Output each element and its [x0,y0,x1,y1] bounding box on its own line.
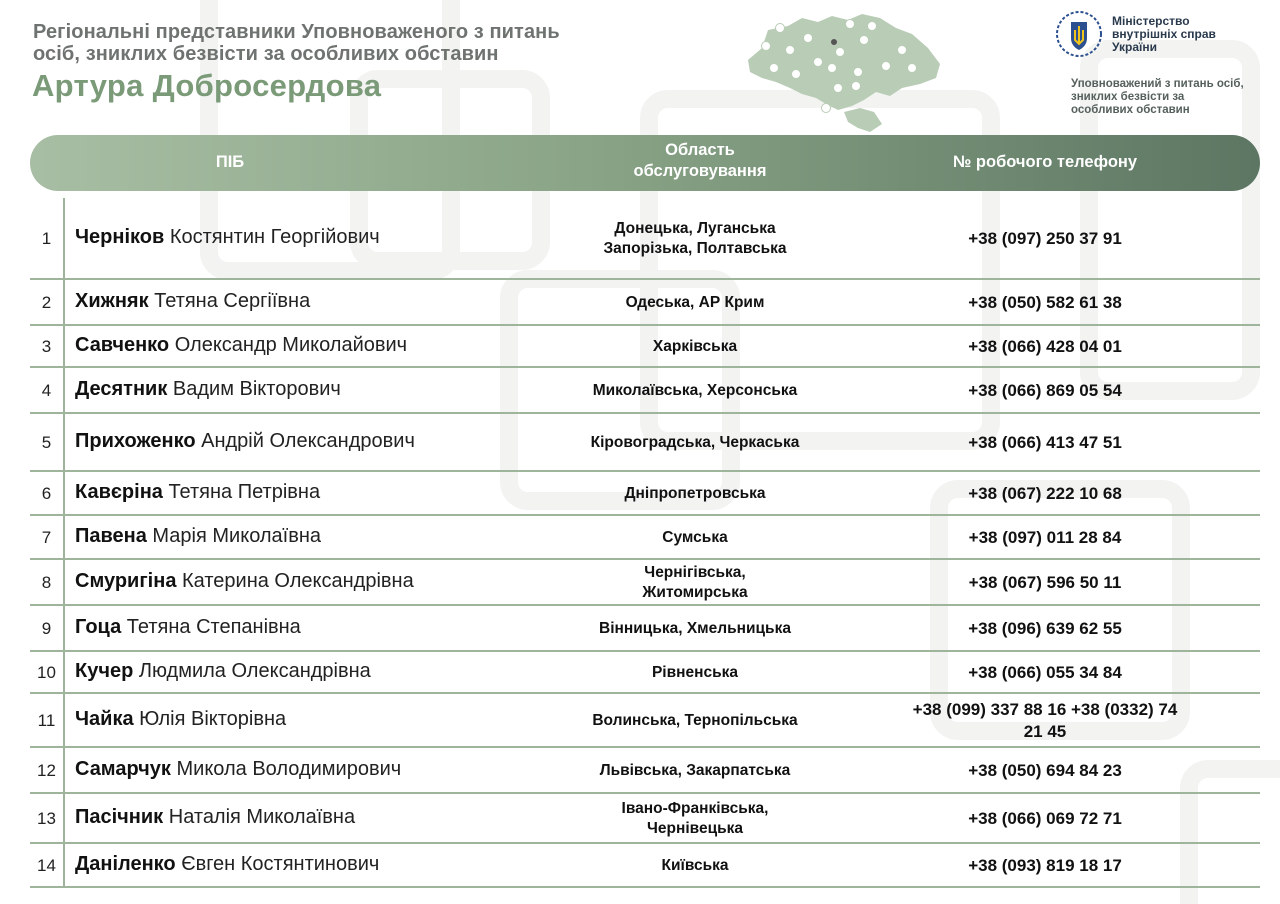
service-region: Вінницька, Хмельницька [599,620,791,637]
person-name [75,334,407,357]
table-row [30,652,1260,694]
column-divider [63,844,65,888]
person-given-names: Катерина Олександрівна [182,570,414,592]
service-region: Дніпропетровська [624,485,766,502]
table-row [30,606,1260,652]
row-number: 9 [41,619,52,638]
row-number: 12 [37,761,56,780]
column-divider [63,280,65,326]
table-row [30,694,1260,748]
person-surname: Даніленко [75,853,176,875]
phone-number[interactable]: +38 (050) 694 84 23 [968,761,1122,780]
phone-number[interactable]: +38 (067) 222 10 68 [968,484,1122,503]
person-name [75,806,355,829]
person-name [75,758,401,781]
person-surname: Самарчук [75,758,171,780]
person-surname: Кучер [75,660,134,682]
column-divider [63,472,65,516]
service-region: Сумська [662,529,728,546]
person-given-names: Євген Костянтинович [181,853,380,875]
person-name [75,226,380,249]
phone-number[interactable]: +38 (066) 055 34 84 [968,663,1122,682]
table-row [30,844,1260,888]
row-number: 13 [37,809,56,828]
phone-number[interactable]: +38 (067) 596 50 11 [968,573,1122,592]
table-row [30,560,1260,606]
phone-number[interactable]: +38 (066) 428 04 01 [968,337,1122,356]
row-number: 10 [37,663,56,682]
person-given-names: Людмила Олександрівна [138,660,371,682]
person-surname: Смуригіна [75,570,177,592]
table-row [30,414,1260,472]
phone-number[interactable]: +38 (097) 011 28 84 [968,528,1122,547]
person-given-names: Костянтин Георгійович [169,226,380,248]
service-region: Харківська [652,338,738,355]
row-number: 7 [41,528,52,547]
row-number: 3 [41,337,52,356]
ministry-name: Міністерство внутрішніх справ України [1112,14,1216,54]
phone-number[interactable]: +38 (097) 250 37 91 [968,229,1122,248]
column-divider [63,368,65,414]
person-given-names: Вадим Вікторович [172,378,341,400]
column-divider [63,326,65,368]
table-header [30,135,1260,191]
person-name [75,378,341,401]
service-region: Миколаївська, Херсонська [592,382,798,399]
person-given-names: Тетяна Сергіївна [154,290,311,312]
table-row [30,516,1260,560]
phone-number[interactable]: +38 (096) 639 62 55 [968,619,1122,638]
person-name [75,853,379,876]
person-name [75,290,310,313]
service-region: Кіровоградська, Черкаська [590,434,800,451]
person-given-names: Юлія Вікторівна [139,708,287,730]
service-region: Донецька, Луганська Запорізька, Полтавська [603,220,787,257]
row-number: 1 [41,229,52,248]
service-region: Чернігівська, Житомирська [642,564,748,601]
person-surname: Прихоженко [75,430,196,452]
table-row [30,280,1260,326]
person-name [75,430,415,453]
column-header-region: Область обслуговування [633,141,767,180]
column-divider [63,794,65,844]
column-divider [63,516,65,560]
title-line-2: осіб, зниклих безвісти за особливих обставин [33,43,499,65]
column-divider [63,652,65,694]
person-given-names: Тетяна Петрівна [168,481,321,503]
row-number: 5 [41,433,52,452]
row-number: 2 [41,293,52,312]
person-surname: Павена [75,525,147,547]
table-row [30,748,1260,794]
row-number: 6 [41,484,52,503]
person-name [75,708,286,731]
row-number: 14 [37,856,56,875]
column-divider [63,560,65,606]
person-given-names: Олександр Миколайович [174,334,408,356]
person-name [75,616,301,639]
ministry-subtitle: Уповноважений з питань осіб, зниклих безвісти за особливих обставин [1071,78,1244,116]
column-divider [63,748,65,794]
ministry-emblem-icon [1055,10,1103,58]
service-region: Львівська, Закарпатська [599,762,791,779]
person-given-names: Микола Володимирович [176,758,402,780]
phone-number[interactable]: +38 (093) 819 18 17 [968,856,1122,875]
column-header-pib: ПІБ [215,153,245,171]
person-given-names: Марія Миколаївна [152,525,322,547]
person-name [75,570,414,593]
person-given-names: Наталія Миколаївна [168,806,356,828]
row-number: 11 [37,711,56,730]
service-region: Рівненська [651,664,739,681]
column-divider [63,694,65,748]
title-line-1: Регіональні представники Уповноваженого з питань [33,21,560,43]
person-surname: Савченко [75,334,170,356]
person-name [75,660,371,683]
column-divider [63,606,65,652]
table-row [30,198,1260,280]
row-number: 8 [41,573,52,592]
column-header-phone: № робочого телефону [952,153,1138,171]
service-region: Одеська, АР Крим [625,294,765,311]
table-row [30,368,1260,414]
person-surname: Хижняк [75,290,149,312]
phone-number[interactable]: +38 (050) 582 61 38 [968,293,1122,312]
page-header [0,0,1280,135]
column-divider [63,198,65,280]
person-surname: Чайка [75,708,134,730]
service-region: Київська [661,857,729,874]
service-region: Івано-Франківська, Чернівецька [621,800,769,837]
person-name [75,525,321,548]
table-row [30,794,1260,844]
person-surname: Кавєріна [75,481,163,503]
person-surname: Десятник [75,378,168,400]
person-name [75,481,320,504]
ukraine-map-icon [740,8,955,136]
person-surname: Черніков [75,226,165,248]
column-divider [63,414,65,472]
row-number: 4 [41,381,52,400]
phone-number[interactable]: +38 (099) 337 88 16 +38 (0332) 74 21 45 [912,700,1178,741]
table-row [30,326,1260,368]
ministry-logo [1055,8,1245,118]
person-given-names: Тетяна Степанівна [126,616,301,638]
commissioner-name: Артура Добросердова [32,68,382,103]
person-surname: Пасічник [75,806,164,828]
person-given-names: Андрій Олександрович [201,430,415,452]
service-region: Волинська, Тернопільська [592,712,798,729]
person-surname: Гоца [75,616,122,638]
phone-number[interactable]: +38 (066) 869 05 54 [968,381,1122,400]
table-row [30,472,1260,516]
phone-number[interactable]: +38 (066) 069 72 71 [968,809,1122,828]
phone-number[interactable]: +38 (066) 413 47 51 [968,433,1122,452]
